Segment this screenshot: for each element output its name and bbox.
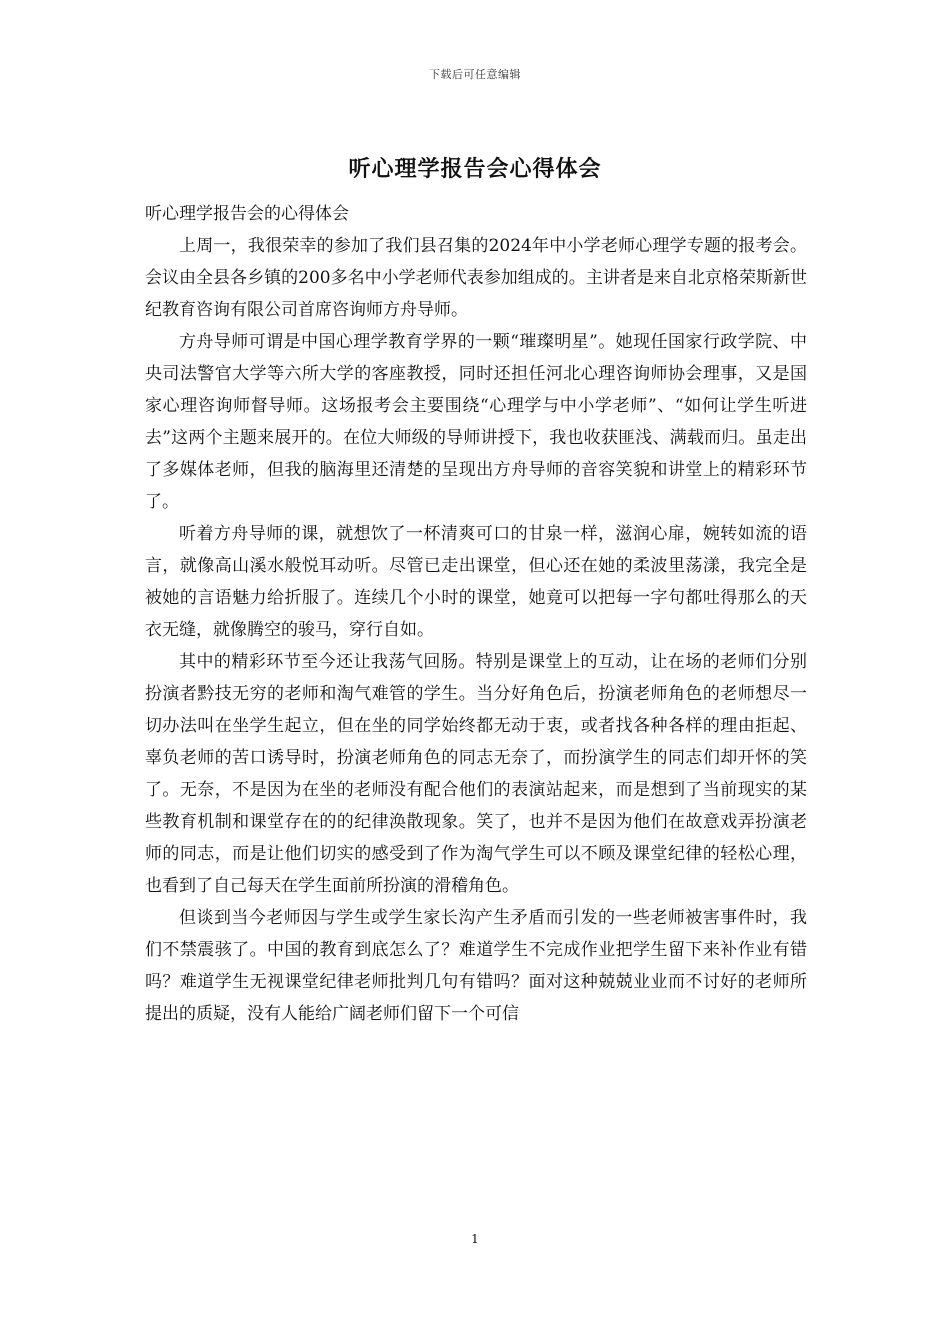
document-title: 听心理学报告会心得体会 [348,156,602,182]
document-body [145,230,807,1030]
page-header: 下载后可任意编辑 [429,68,521,81]
body-paragraph: 方舟导师可谓是中国心理学教育学界的一颗“璀璨明星”。她现任国家行政学院、中央司法警官大学等六所大学的客座教授，同时还担任河北心理咨询师协会理事，又是国家心理咨询师督导师。这场报考会主要围绕“心理学与中小学老师”、“如何让学生听进去”这两个主题来展开的。在位大师级的导师讲授下，我也收获匪浅、满载而归。虽走出了多媒体老师，但我的脑海里还清楚的呈现出方舟导师的音容笑貌和讲堂上的精彩环节了。 [145,332,807,512]
page-number: 1 [471,1232,479,1246]
body-paragraph: 上周一，我很荣幸的参加了我们县召集的2024年中小学老师心理学专题的报考会。会议由全县各乡镇的200多名中小学老师代表参加组成的。主讲者是来自北京格荣斯新世纪教育咨询有限公司首席咨询师方舟导师。 [145,236,807,320]
body-paragraph: 其中的精彩环节至今还让我荡气回肠。特别是课堂上的互动，让在场的老师们分别扮演者黔技无穷的老师和淘气难管的学生。当分好角色后，扮演老师角色的老师想尽一切办法叫在坐学生起立，但在坐的同学始终都无动于衷，或者找各种各样的理由拒起、辜负老师的苦口诱导时，扮演老师角色的同志无奈了，而扮演学生的同志们却开怀的笑了。无奈，不是因为在坐的老师没有配合他们的表演站起来，而是想到了当前现实的某些教育机制和课堂存在的的纪律涣散现象。笑了，也并不是因为他们在故意戏弄扮演老师的同志，而是让他们切实的感受到了作为淘气学生可以不顾及课堂纪律的轻松心理，也看到了自己每天在学生面前所扮演的滑稽角色。 [145,652,807,896]
document-subtitle: 听心理学报告会的心得体会 [145,204,349,224]
body-paragraph: 听着方舟导师的课，就想饮了一杯清爽可口的甘泉一样，滋润心扉，婉转如流的语言，就像高山溪水般悦耳动听。尽管已走出课堂，但心还在她的柔波里荡漾，我完全是被她的言语魅力给折服了。连续几个小时的课堂，她竟可以把每一字句都吐得那么的天衣无缝，就像腾空的骏马，穿行自如。 [145,524,807,640]
body-paragraph: 但谈到当今老师因与学生或学生家长沟产生矛盾而引发的一些老师被害事件时，我们不禁震骇了。中国的教育到底怎么了？难道学生不完成作业把学生留下来补作业有错吗？难道学生无视课堂纪律老师批判几句有错吗？面对这种兢兢业业而不讨好的老师所提出的质疑，没有人能给广阔老师们留下一个可信 [145,908,807,1024]
